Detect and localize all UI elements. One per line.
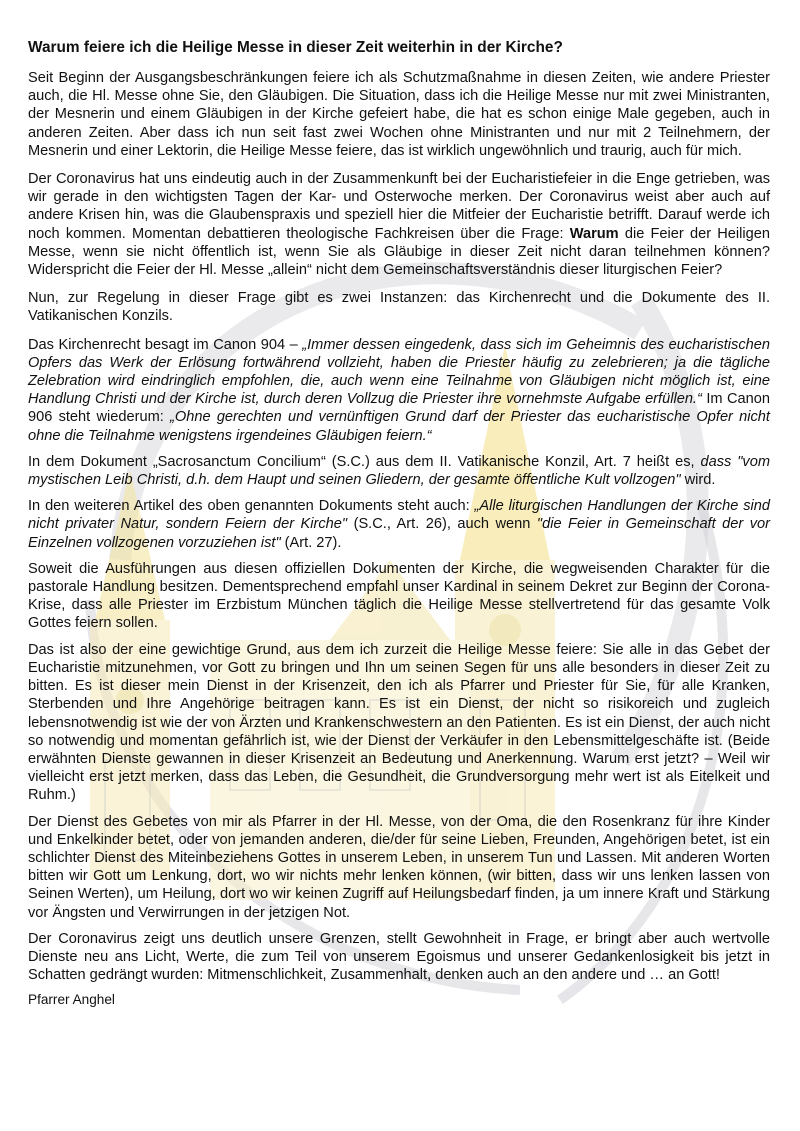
paragraph-sacrosanctum [28, 453, 770, 489]
paragraph-text: (Art. 27). [280, 534, 342, 551]
paragraph-text: Das Kirchenrecht besagt im Canon 904 – [28, 336, 303, 353]
paragraph-text: die Feier der Heiligen Messe, wenn sie nicht öffentlich ist, wenn Sie als Gläubige in dieser Zeit nicht daran teilnehmen können? Widerspricht die Feier der Hl. Messe „allein“ nicht dem Gemeinschaftsverständnis dieser liturgischen Feier? [28, 225, 770, 279]
paragraph-canon-law [28, 336, 770, 445]
paragraph-coronavirus [28, 170, 770, 279]
paragraph-text: (S.C., Art. 26), auch wenn [347, 516, 537, 533]
paragraph-conclusion: Der Coronavirus zeigt uns deutlich unsere Grenzen, stellt Gewohnheit in Frage, er bringt aber auch wertvolle Dienste neu ans Licht, Werte, die zum Teil von unserem Egoismus und unserer Gedankenlosigkeit bis jetzt in Schatten gedrängt wurden: Mitmenschlichkeit, Zusammenhalt, denken auch an den andere und … an Gott! [28, 930, 770, 984]
quote-art-7: dass "vom mystischen Leib Christi, d.h. dem Haupt und seinen Gliedern, der gesamte öffentliche Kult vollzogen" [28, 453, 770, 489]
quote-art-27: "die Feier in Gemeinschaft der vor Einzelnen vollzogenen vorzuziehen ist" [28, 516, 771, 551]
paragraph-text: In dem Dokument „Sacrosanctum Concilium“ (S.C.) aus dem II. Vatikanische Konzil, Art. 7 heißt es, [28, 453, 701, 470]
paragraph-prayer-service: Der Dienst des Gebetes von mir als Pfarrer in der Hl. Messe, von der Oma, die den Rosenkranz für ihre Kinder und Enkelkinder betet, oder von jemanden anderen, die/der für seine Lieben, Freunden, Angehörigen betet, ist ein schlichter Dienst des Miteinbeziehens Gottes in unserem Leben, in unserem Tun und Lassen. Mit anderen Worten bitten wir Gott um Lenkung, dort, wo wir nichts mehr lenken können, (wir bitten, dass wir uns lenken lassen von Seinen Werten), um Heilung, dort wo wir keinen Zugriff auf Heilungsbedarf finden, ja um innere Kraft und Stärkung vor Ängsten und Verwirrungen in der jetzigen Not. [28, 813, 770, 921]
paragraph-text: Der Coronavirus hat uns eindeutig auch in der Zusammenkunft bei der Eucharistiefeier in die Enge getrieben, was wir gerade in den wichtigsten Tagen der Kar- und Osterwoche merken. Der Coronavirus weist aber auch auf andere Krisen hin, was die Glaubenspraxis und speziell hier die Mitfeier der Eucharistie betrifft. Darauf werde ich noch kommen. Momentan debattieren theologische Fachkreisen über die Frage: [28, 171, 770, 242]
bold-warum: Warum [569, 225, 619, 242]
document-page [28, 38, 770, 1007]
paragraph-instances: Nun, zur Regelung in dieser Frage gibt es zwei Instanzen: das Kirchenrecht und die Dokumente des II. Vatikanischen Konzils. [28, 290, 770, 325]
signature: Pfarrer Anghel [28, 992, 115, 1008]
paragraph-further-articles [28, 497, 770, 552]
paragraph-text: Im Canon 906 steht wiederum: [28, 391, 770, 426]
quote-canon-904: „Immer dessen eingedenk, dass sich im Geheimnis des eucharistischen Opfers das Werk der Erlösung fortwährend vollzieht, haben die Priester häufig zu zelebrieren; ja die tägliche Zelebration wird eindringlich empfohlen, die, auch wenn eine Teilnahme von Gläubigen nicht möglich ist, eine Handlung Christi und der Kirche ist, durch deren Vollzug die Priester ihre vornehmste Aufgabe erfüllen.“ [28, 336, 770, 408]
paragraph-text: In den weiteren Artikel des oben genannten Dokuments steht auch: [28, 498, 475, 515]
paragraph-reason: Das ist also der eine gewichtige Grund, aus dem ich zurzeit die Heilige Messe feiere: Sie alle in das Gebet der Eucharistie mitzunehmen, vor Gott zu bringen und Ihn um seinen Segen für uns alle besonders in dieser Zeit zu bitten. Es ist dieser mein Dienst in der Krisenzeit, den ich als Pfarrer und Priester für Sie, für alle Kranken, Sterbenden und Ihre Angehörige beitragen kann. Es ist ein Dienst, der nicht so risikoreich und zugleich lebensnotwendig ist wie der von Ärzten und Krankenschwestern an den Patienten. Es ist ein Dienst, der auch nicht so notwendig und momentan gefährlich ist, wie der Dienst der Verkäufer in den Lebensmittelgeschäfte ist. (Beide erwähnten Dienste gewannen in dieser Krisenzeit an Bedeutung und Anerkennung. Warum erst jetzt? – Weil wir vielleicht erst jetzt merken, dass das Leben, die Gesundheit, die Grundversorgung mehr wert ist als Eitelkeit und Ruhm.) [28, 641, 770, 804]
paragraph-text: wird. [680, 472, 716, 489]
paragraph-cardinal-decree: Soweit die Ausführungen aus diesen offiziellen Dokumenten der Kirche, die wegweisenden Charakter für die pastorale Handlung besitzen. Dementsprechend empfahl unser Kardinal in seinem Dekret zur Beginn der Corona-Krise, dass alle Priester im Erzbistum München täglich die Heilige Messe stellvertretend für das gesamte Volk Gottes feiern sollen. [28, 560, 770, 632]
quote-canon-906: „Ohne gerechten und vernünftigen Grund darf der Priester das eucharistische Opfer nicht ohne die Teilnahme wenigstens irgendeines Gläubigen feiern.“ [28, 409, 770, 444]
quote-art-26: „Alle liturgischen Handlungen der Kirche sind nicht privater Natur, sondern Feiern der Kirche" [28, 498, 770, 533]
paragraph-intro: Seit Beginn der Ausgangsbeschränkungen feiere ich als Schutzmaßnahme in diesen Zeiten, wie andere Priester auch, die Hl. Messe ohne Sie, den Gläubigen. Die Situation, dass ich die Heilige Messe nur mit zwei Ministranten, der Mesnerin und einem Gläubigen in der Kirche gefeiert habe, die hat es schon einige Male gegeben, auch in anderen Zeiten. Aber dass ich nun seit fast zwei Wochen ohne Ministranten und nur mit 2 Teilnehmern, der Mesnerin und einer Lektorin, die Heilige Messe feiere, das ist wirklich ungewöhnlich und traurig, auch für mich. [28, 70, 770, 159]
document-title: Warum feiere ich die Heilige Messe in dieser Zeit weiterhin in der Kirche? [28, 39, 563, 56]
